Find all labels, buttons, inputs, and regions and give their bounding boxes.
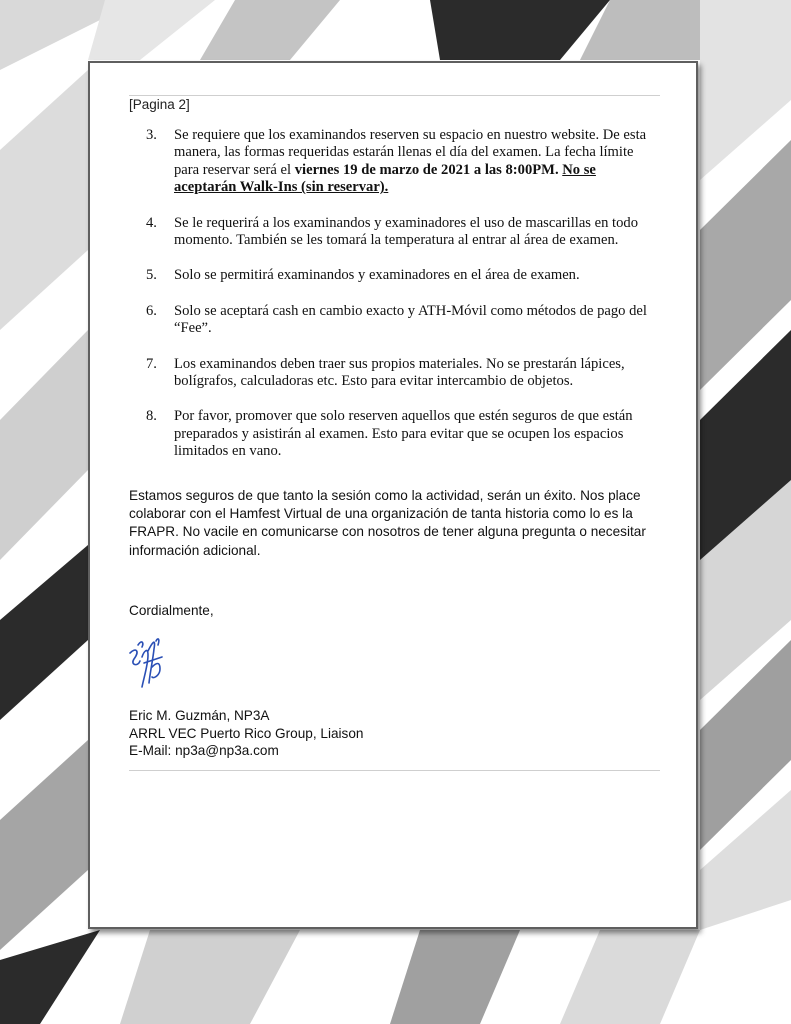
item-number: 3. (146, 127, 157, 143)
item-text: Se requiere que los examinandos reserven su espacio en nuestro website. De esta manera, las formas requeridas estarán llenas el día del examen. La fecha límite para reservar será el viernes 19 de marzo de 2021 a las 8:00PM. No se aceptarán Walk-Ins (sin reservar). (174, 127, 647, 196)
stripe (0, 740, 88, 950)
stripe (0, 930, 100, 1024)
no-walk-ins-text: No se aceptarán Walk-Ins (sin reservar). (174, 161, 596, 196)
list-item (146, 215, 661, 250)
stripe (390, 930, 520, 1024)
stripe (0, 545, 88, 720)
item-text: Se le requerirá a los examinandos y examinadores el uso de mascarillas en todo momento. También se les tomará la temperatura al entrar al área de examen. (174, 214, 639, 249)
page-label: [Pagina 2] (129, 97, 190, 112)
stripe (700, 0, 791, 180)
stripe (0, 70, 88, 330)
list-item (146, 303, 661, 338)
deadline-text: viernes 19 de marzo de 2021 a las 8:00PM (294, 161, 555, 178)
item-number: 4. (146, 214, 157, 231)
item-number: 6. (146, 302, 157, 319)
item-text: Los examinandos deben traer sus propios materiales. No se prestarán lápices, bolígrafos, calculadoras etc. Esto para evitar intercambio de objetos. (174, 355, 625, 390)
stripe (120, 930, 300, 1024)
signature-block (129, 707, 363, 760)
item-number: 8. (146, 408, 157, 425)
closing-paragraph: Estamos seguros de que tanto la sesión como la actividad, serán un éxito. Nos place colaborar con el Hamfest Virtual de una organización de tanta historia como lo es la FRAPR. No vacile en comunicarse con nosotros de tener alguna pregunta o necesitar información adicional. (129, 488, 646, 558)
item-text: Solo se aceptará cash en cambio exacto y ATH-Móvil como métodos de pago del “Fee”. (174, 302, 647, 337)
item-text: Por favor, promover que solo reserven aquellos que estén seguros de que están preparados y asistirán al examen. Esto para evitar que se ocupen los espacios limitados en vano. (174, 408, 633, 460)
requirements-list (146, 127, 661, 479)
item-number: 5. (146, 267, 157, 284)
signer-name: Eric M. Guzmán, NP3A (129, 708, 270, 723)
bottom-divider (129, 770, 660, 771)
stripe (200, 0, 340, 60)
list-item (146, 127, 661, 197)
stripe (88, 0, 215, 60)
list-item (146, 267, 661, 284)
signer-email: E-Mail: np3a@np3a.com (129, 743, 279, 759)
list-item (146, 356, 661, 391)
list-item (146, 408, 661, 460)
item-number: 7. (146, 355, 157, 372)
stripe (0, 330, 88, 560)
item-text: Solo se permitirá examinandos y examinadores en el área de examen. (174, 267, 580, 284)
letter-page (88, 61, 698, 929)
stripe (560, 930, 700, 1024)
top-divider (129, 95, 660, 96)
signature-image (126, 633, 172, 693)
signer-title: ARRL VEC Puerto Rico Group, Liaison (129, 725, 364, 741)
stripe (430, 0, 610, 60)
salutation: Cordialmente, (129, 603, 214, 618)
